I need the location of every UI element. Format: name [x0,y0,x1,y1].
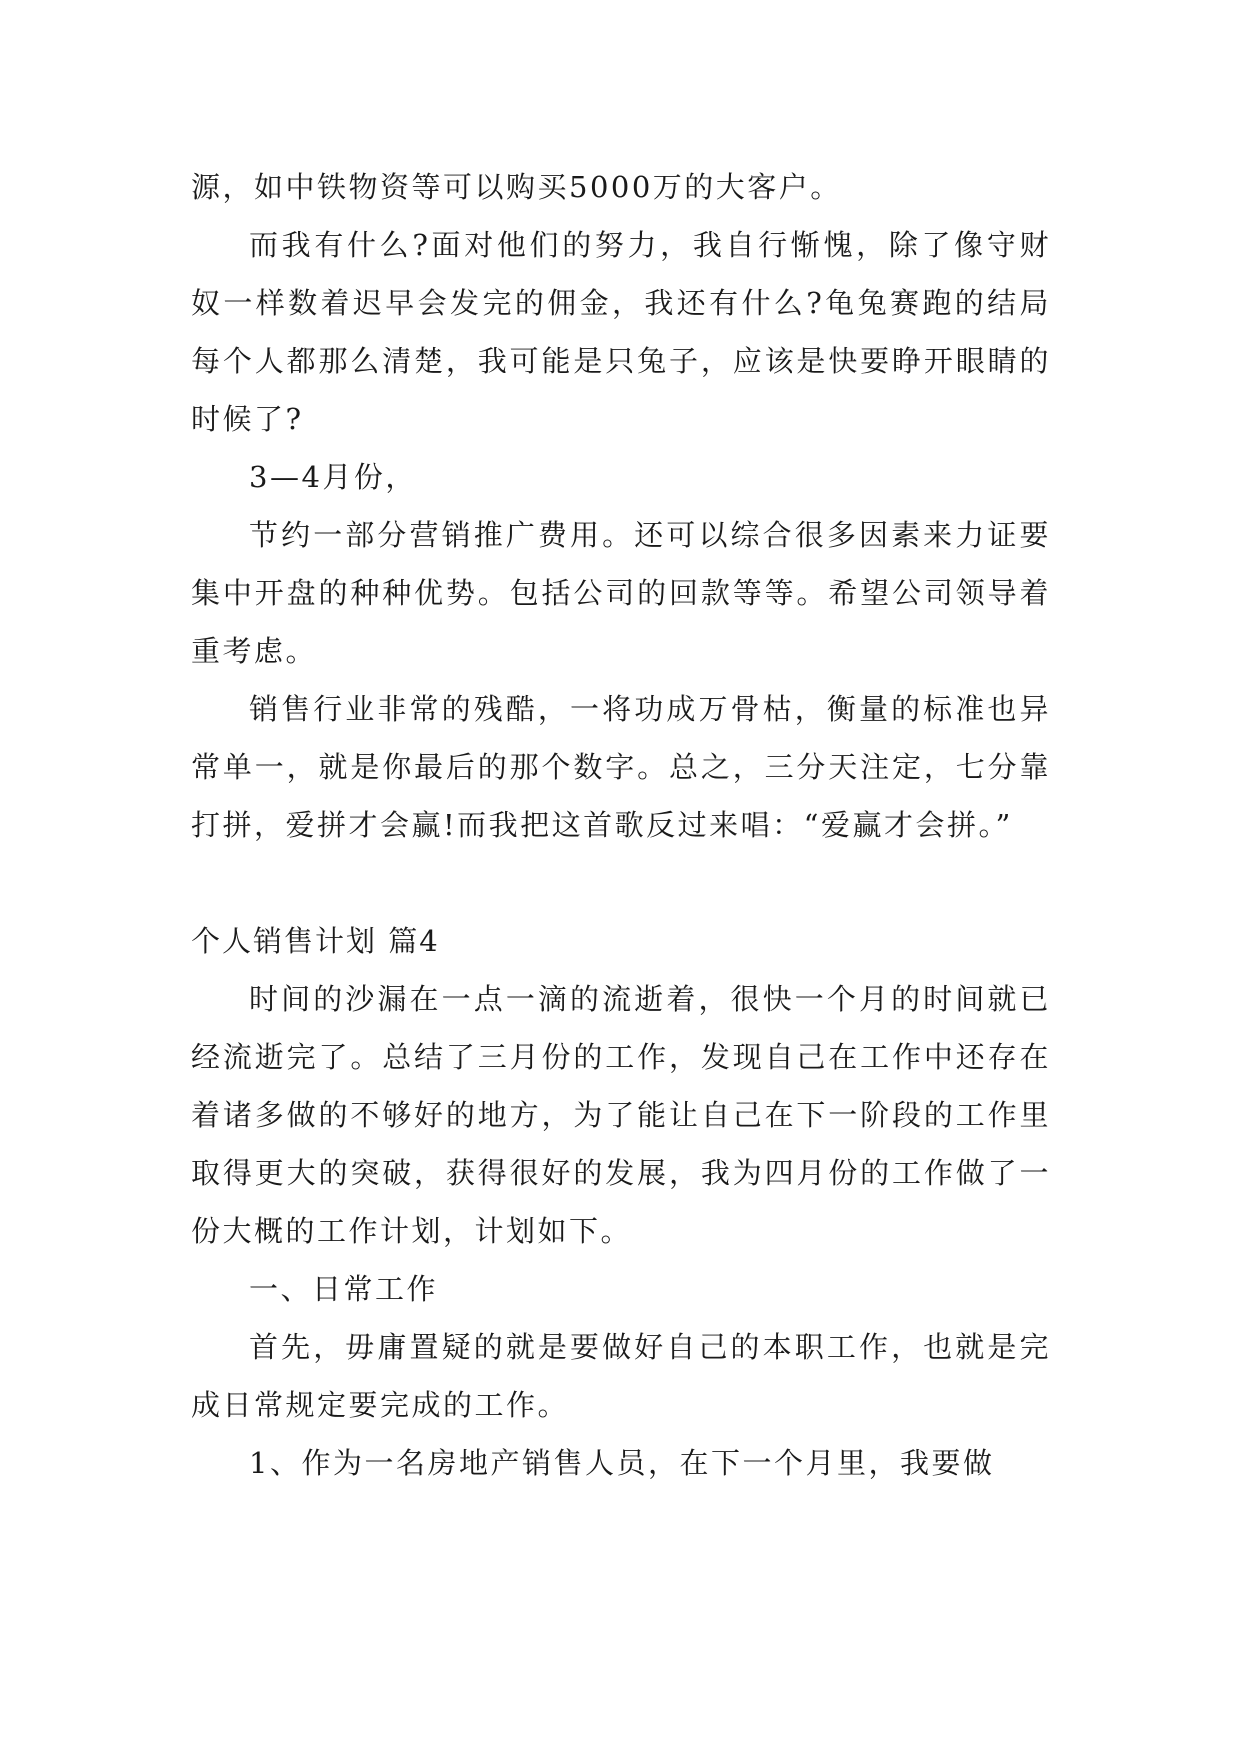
paragraph-1: 源，如中铁物资等可以购买5000万的大客户。 [191,170,842,204]
paragraph-9: 1、作为一名房地产销售人员，在下一个月里，我要做 [249,1446,995,1480]
paragraph-6: 时间的沙漏在一点一滴的流逝着，很快一个月的时间就已经流逝完了。总结了三月份的工作，发现自己在工作中还存在着诸多做的不够好的地方，为了能让自己在下一阶段的工作里取得更大的突破，获得很好的发展，我为四月份的工作做了一份大概的工作计划，计划如下。 [191,982,1051,1248]
paragraph-7: 一、日常工作 [249,1272,439,1306]
paragraph-8: 首先，毋庸置疑的就是要做好自己的本职工作，也就是完成日常规定要完成的工作。 [191,1330,1051,1422]
paragraph-3: 3—4月份， [249,460,417,494]
document-body [191,158,1051,1492]
paragraph-4: 节约一部分营销推广费用。还可以综合很多因素来力证要集中开盘的种种优势。包括公司的回款等等。希望公司领导着重考虑。 [191,518,1051,668]
paragraph-5: 销售行业非常的残酷，一将功成万骨枯，衡量的标准也异常单一，就是你最后的那个数字。总之，三分天注定，七分靠打拼，爱拼才会赢!而我把这首歌反过来唱：“爱赢才会拼。” [191,692,1051,842]
section-title: 个人销售计划 篇4 [191,924,440,958]
paragraph-2: 而我有什么?面对他们的努力，我自行惭愧，除了像守财奴一样数着迟早会发完的佣金，我还有什么?龟兔赛跑的结局每个人都那么清楚，我可能是只兔子，应该是快要睁开眼睛的时候了? [191,228,1051,436]
